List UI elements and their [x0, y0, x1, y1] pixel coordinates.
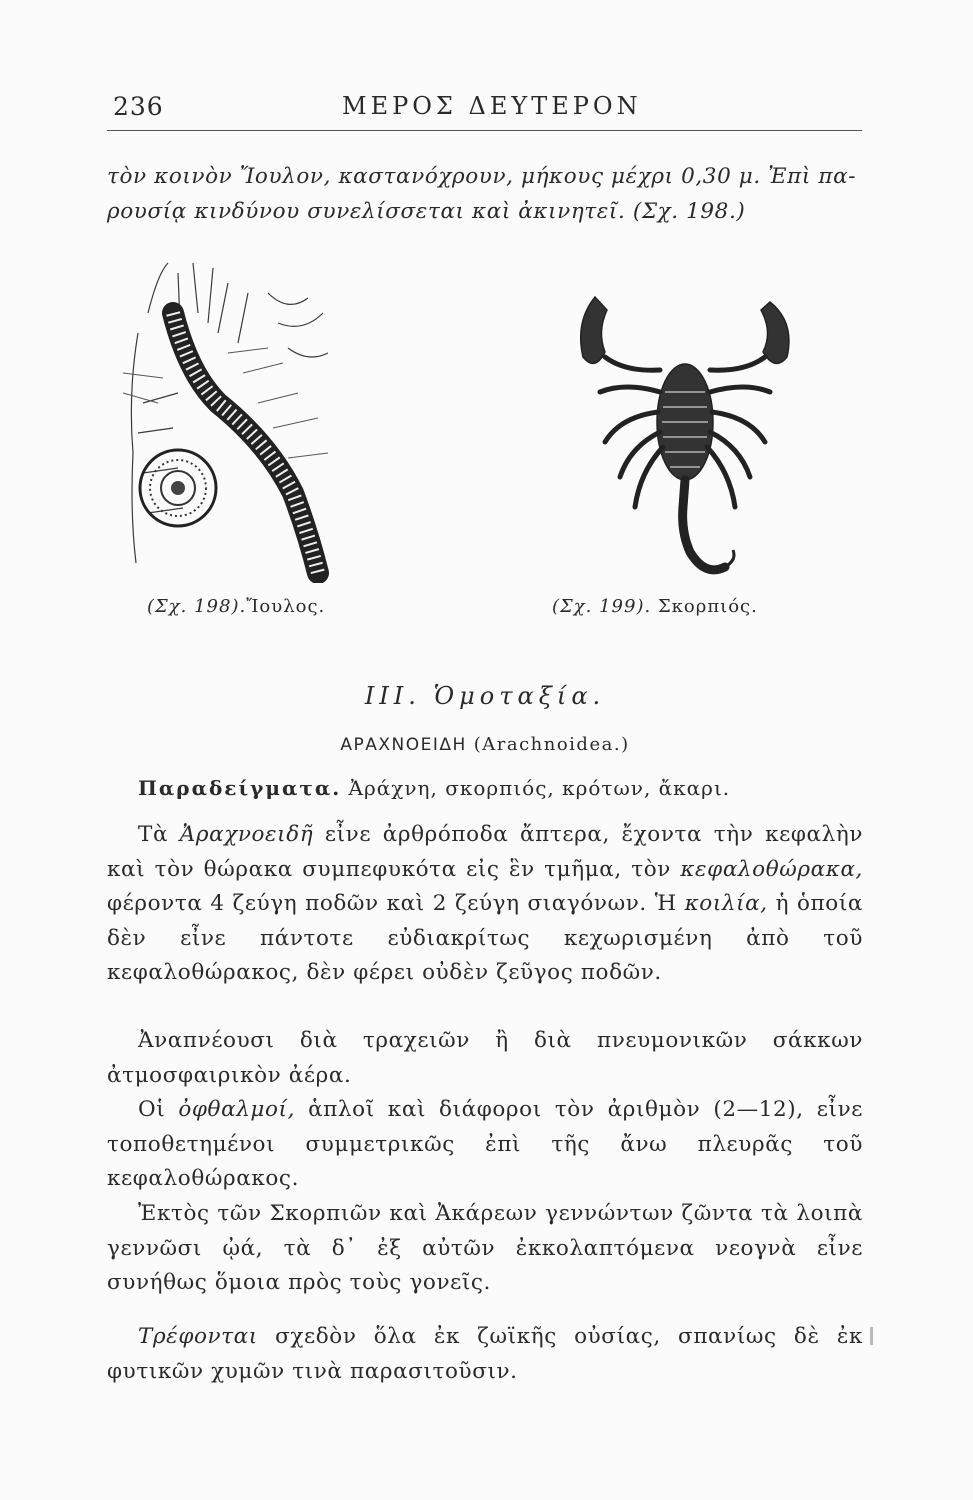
paragraph-1	[107, 818, 863, 991]
paragraph-1-text-a: Τὰ	[138, 822, 180, 847]
margin-mark	[870, 1327, 873, 1345]
examples-lead: Παραδείγματα.	[138, 776, 342, 800]
paragraph-3-text-b: ἁπλοῖ καὶ διάφοροι τὸν ἀριθμὸν (2—12), εἶνε τοποθετημένοι συμμετρικῶς ἐπὶ τῆς ἄνω πλευρᾶς τοῦ κεφαλοθώρακος.	[107, 1097, 863, 1192]
term-feed: Τρέφονται	[138, 1324, 258, 1349]
paragraph-1-text-b: εἶνε ἀρθρόποδα ἄπτερα, ἔχοντα τὴν κεφαλὴν καὶ τὸν θώρακα συμπεφυκότα εἰς ἓν τμῆμα, τὸν	[107, 822, 863, 882]
paragraph-1-text-c: φέροντα 4 ζεύγη ποδῶν καὶ 2 ζεύγη σιαγόνων. Ἡ	[107, 891, 685, 917]
paragraph-2	[107, 1024, 863, 1093]
section-heading	[107, 682, 863, 710]
figure-199-caption	[552, 596, 758, 617]
paragraph-3	[107, 1093, 863, 1197]
intro-paragraph	[107, 160, 863, 229]
class-name-greek: ΑΡΑΧΝΟΕΙΔΗ	[340, 735, 467, 755]
examples-line	[138, 776, 730, 800]
class-name	[107, 734, 863, 755]
term-arachnoidea: Ἀραχνοειδῆ	[179, 822, 314, 847]
scorpion-illustration	[565, 282, 805, 592]
header-rule	[107, 130, 862, 131]
running-title: ΜΕΡΟΣ ΔΕΥΤΕΡΟΝ	[342, 92, 642, 120]
paragraph-4	[107, 1197, 863, 1301]
term-cephalothorax: κεφαλοθώρακα,	[680, 856, 863, 882]
figure-198-name: Ἴουλος.	[246, 596, 326, 617]
figure-199-number: (Σχ. 199).	[552, 596, 652, 617]
intro-line-2: ρουσίᾳ κινδύνου συνελίσσεται καὶ ἀκινητεῖ. (Σχ. 198.)	[107, 198, 746, 224]
paragraph-1-text-d: ἡ ὁποία δὲν εἶνε πάντοτε εὐδιακρίτως κεχωρισμένη ἀπὸ τοῦ κεφαλοθώρακος, δὲν φέρει οὐδὲν ζεῦγος ποδῶν.	[107, 891, 863, 986]
millipede-illustration	[118, 253, 336, 583]
section-title: Ὁμοταξία.	[433, 682, 606, 710]
term-eyes: ὀφθαλμοί,	[178, 1097, 295, 1122]
paragraph-5	[107, 1320, 863, 1389]
paragraph-4-text: Ἐκτὸς τῶν Σκορπιῶν καὶ Ἀκάρεων γεννώντων ζῶντα τὰ λοιπὰ γεννῶσι ᾠά, τὰ δ᾽ ἐξ αὐτῶν ἐκκολαπτόμενα νεογνὰ εἶνε συνήθως ὅμοια πρὸς τοὺς γονεῖς.	[107, 1201, 863, 1296]
intro-line-1: τὸν κοινὸν Ἴουλον, καστανόχρουν, μήκους μέχρι 0,30 μ. Ἐπὶ πα-	[107, 164, 857, 189]
figure-198-number: (Σχ. 198).	[147, 596, 247, 617]
running-head	[107, 86, 862, 126]
page-number: 236	[113, 92, 164, 121]
paragraph-5-text: σχεδὸν ὅλα ἐκ ζωϊκῆς οὐσίας, σπανίως δὲ ἐκ φυτικῶν χυμῶν τινὰ παρασιτοῦσιν.	[107, 1324, 863, 1384]
paragraph-2-text: Ἀναπνέουσι διὰ τραχειῶν ἢ διὰ πνευμονικῶν σάκκων ἀτμοσφαιρικὸν ἀέρα.	[107, 1028, 863, 1088]
figure-199-name: Σκορπιός.	[657, 596, 758, 617]
section-numeral: III.	[364, 682, 421, 710]
paragraph-3-text-a: Οἱ	[138, 1097, 179, 1122]
class-name-latin: (Arachnoidea.)	[473, 734, 630, 755]
examples-text: Ἀράχνη, σκορπιός, κρότων, ἄκαρι.	[348, 776, 731, 800]
term-abdomen: κοιλία,	[684, 891, 768, 917]
figure-198-caption	[147, 596, 325, 617]
